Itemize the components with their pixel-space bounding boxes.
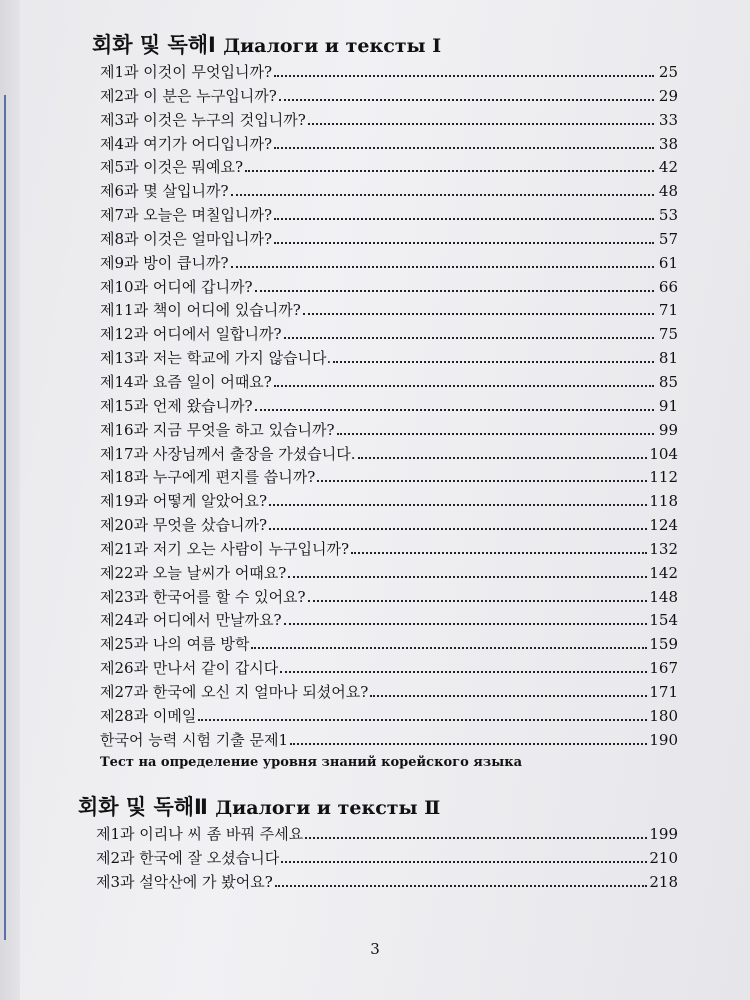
toc-entry [78, 871, 678, 895]
toc-section-1 [92, 30, 678, 774]
toc-leader-dots [280, 671, 647, 673]
toc-entry-label: 제26과 만나서 같이 갑시다 [100, 659, 279, 678]
toc-entry [92, 109, 678, 133]
toc-leader-dots [274, 218, 654, 220]
section-1-heading-ru: Диалоги и тексты Ⅰ [223, 35, 442, 57]
section-2-list [78, 823, 678, 895]
toc-entry [92, 609, 678, 633]
toc-entry-label: 제18과 누구에게 편지를 씁니까? [100, 468, 316, 487]
toc-entry-page: 99 [658, 420, 678, 439]
toc-entry-page: 66 [658, 277, 678, 296]
toc-entry [92, 371, 678, 395]
toc-entry [92, 657, 678, 681]
toc-entry-page: 75 [658, 325, 678, 344]
toc-leader-dots [269, 504, 647, 506]
toc-leader-dots [245, 170, 654, 172]
toc-entry-page: 104 [649, 444, 678, 463]
toc-leader-dots [288, 576, 647, 578]
toc-entry-label: 제6과 몇 살입니까? [100, 182, 229, 201]
toc-leader-dots [255, 409, 654, 411]
toc-entry [92, 443, 678, 467]
toc-entry-page: 33 [658, 110, 678, 129]
toc-entry [92, 490, 678, 514]
toc-entry-page: 81 [658, 349, 678, 368]
toc-entry-label: 제12과 어디에서 일합니까? [100, 325, 282, 344]
toc-entry-page: 167 [649, 659, 678, 678]
toc-leader-dots [317, 480, 647, 482]
toc-entry-label: 제4과 여기가 어디입니까? [100, 134, 273, 153]
toc-entry-page: 142 [649, 563, 678, 582]
toc-entry [92, 419, 678, 443]
toc-entry-label: 한국어 능력 시험 기출 문제1 [100, 730, 289, 749]
toc-entry [92, 538, 678, 562]
toc-leader-dots [274, 242, 654, 244]
toc-entry-label: 제24과 어디에서 만날까요? [100, 611, 282, 630]
toc-entry-page: 132 [649, 539, 678, 558]
toc-entry [92, 85, 678, 109]
toc-entry-page: 124 [649, 516, 678, 535]
toc-entry [92, 204, 678, 228]
toc-entry-label: 제16과 지금 무엇을 하고 있습니까? [100, 420, 335, 439]
toc-leader-dots [251, 647, 647, 649]
toc-entry-label: 제13과 저는 학교에 가지 않습니다. [100, 349, 332, 368]
toc-leader-dots [308, 600, 648, 602]
toc-entry-page: 25 [658, 63, 678, 81]
toc-entry-page: 148 [649, 587, 678, 606]
toc-leader-dots [351, 552, 647, 554]
toc-entry-label: 제28과 이메일 [100, 706, 197, 725]
toc-entry [92, 466, 678, 490]
toc-entry [92, 323, 678, 347]
toc-leader-dots [231, 266, 654, 268]
toc-leader-dots [281, 861, 647, 863]
toc-entry-label: 제10과 어디에 갑니까? [100, 277, 253, 296]
toc-section-2 [78, 792, 678, 895]
toc-entry [92, 514, 678, 538]
toc-entry [92, 347, 678, 371]
toc-leader-dots [198, 719, 647, 721]
toc-entry [78, 847, 678, 871]
toc-entry-page: 154 [649, 611, 678, 630]
toc-entry [92, 61, 678, 85]
toc-entry-label: 제7과 오늘은 며칠입니까? [100, 206, 273, 225]
toc-entry-label: 제19과 어떻게 알았어요? [100, 492, 268, 511]
page-binding [0, 0, 20, 1000]
toc-entry-page: 171 [649, 682, 678, 701]
section-2-heading [78, 792, 678, 823]
toc-entry [92, 180, 678, 204]
toc-leader-dots [275, 885, 648, 887]
toc-entry [92, 633, 678, 657]
toc-entry-page: 38 [658, 134, 678, 153]
toc-entry-page: 42 [658, 158, 678, 177]
toc-entry-page: 118 [649, 492, 678, 511]
toc-entry-label: 제1과 이것이 무엇입니까? [100, 63, 273, 81]
test-note: Тест на определение уровня знаний корейского языка [100, 755, 523, 771]
toc-entry-label: 제9과 방이 큽니까? [100, 253, 229, 272]
toc-entry-page: 159 [649, 635, 678, 654]
toc-leader-dots [337, 433, 654, 435]
toc-leader-dots [284, 337, 654, 339]
toc-entry [92, 562, 678, 586]
toc-entry-label: 제8과 이것은 얼마입니까? [100, 229, 273, 248]
toc-entry [92, 681, 678, 705]
toc-entry [92, 586, 678, 610]
section-2-heading-ru: Диалоги и тексты Ⅱ [215, 797, 441, 820]
section-1-heading-ko: 회화 및 독해Ⅰ [92, 33, 216, 57]
toc-entry-page: 48 [658, 182, 678, 201]
toc-entry [92, 395, 678, 419]
toc-entry-page: 71 [658, 301, 678, 320]
toc-leader-dots [274, 75, 654, 77]
toc-entry [92, 133, 678, 157]
section-2-heading-ko: 회화 및 독해Ⅱ [78, 795, 208, 820]
toc-entry [92, 252, 678, 276]
toc-page [78, 30, 678, 895]
toc-leader-dots [274, 385, 654, 387]
toc-entry [92, 729, 678, 753]
toc-entry-label: 제2과 이 분은 누구입니까? [100, 86, 277, 105]
toc-entry [78, 823, 678, 847]
toc-leader-dots [370, 695, 647, 697]
toc-entry-page: 85 [658, 372, 678, 391]
toc-leader-dots [308, 123, 654, 125]
toc-entry-page: 112 [649, 468, 678, 487]
toc-entry-page: 29 [658, 86, 678, 105]
toc-entry-label: 제2과 한국에 잘 오셨습니다 [96, 849, 280, 868]
toc-entry-page: 91 [658, 396, 678, 415]
toc-entry-page: 57 [658, 229, 678, 248]
toc-entry-page: 61 [658, 253, 678, 272]
binding-line [4, 95, 6, 940]
toc-entry-label: 제22과 오늘 날씨가 어때요? [100, 563, 287, 582]
toc-leader-dots [284, 623, 648, 625]
toc-entry-page: 199 [649, 825, 678, 844]
toc-entry [92, 299, 678, 323]
toc-leader-dots [333, 361, 654, 363]
toc-entry-page: 210 [649, 849, 678, 868]
section-1-list [92, 61, 678, 752]
toc-leader-dots [269, 528, 647, 530]
toc-entry-label: 제3과 이것은 누구의 것입니까? [100, 110, 306, 129]
toc-entry-label: 제14과 요즘 일이 어때요? [100, 372, 272, 391]
toc-entry [92, 705, 678, 729]
toc-entry-label: 제25과 나의 여름 방학 [100, 635, 250, 654]
toc-entry-label: 제20과 무엇을 샀습니까? [100, 516, 268, 535]
toc-entry-label: 제27과 한국에 오신 지 얼마나 되셨어요? [100, 682, 369, 701]
toc-leader-dots [279, 99, 654, 101]
toc-entry-label: 제21과 저기 오는 사람이 누구입니까? [100, 539, 350, 558]
toc-entry-page: 180 [649, 706, 678, 725]
toc-entry-label: 제11과 책이 어디에 있습니까? [100, 301, 301, 320]
toc-leader-dots [305, 837, 647, 839]
section-1-heading [92, 30, 678, 61]
toc-entry [92, 156, 678, 180]
toc-entry-label: 제17과 사장님께서 출장을 가셨습니다. [100, 444, 356, 463]
toc-entry-label: 제3과 설악산에 가 봤어요? [96, 873, 273, 892]
toc-leader-dots [358, 457, 648, 459]
toc-leader-dots [290, 743, 647, 745]
toc-entry [92, 228, 678, 252]
toc-entry [92, 276, 678, 300]
toc-leader-dots [255, 290, 654, 292]
toc-leader-dots [303, 313, 654, 315]
toc-leader-dots [231, 194, 654, 196]
toc-entry-label: 제23과 한국어를 할 수 있어요? [100, 587, 306, 606]
toc-leader-dots [274, 147, 654, 149]
toc-entry-label: 제5과 이것은 뭐예요? [100, 158, 244, 177]
toc-entry-page: 218 [649, 873, 678, 892]
page-number: 3 [370, 940, 380, 958]
toc-entry-page: 190 [649, 730, 678, 749]
toc-entry-label: 제15과 언제 왔습니까? [100, 396, 253, 415]
toc-entry-page: 53 [658, 206, 678, 225]
toc-entry-label: 제1과 이리나 씨 좀 바꿔 주세요 [96, 825, 304, 844]
